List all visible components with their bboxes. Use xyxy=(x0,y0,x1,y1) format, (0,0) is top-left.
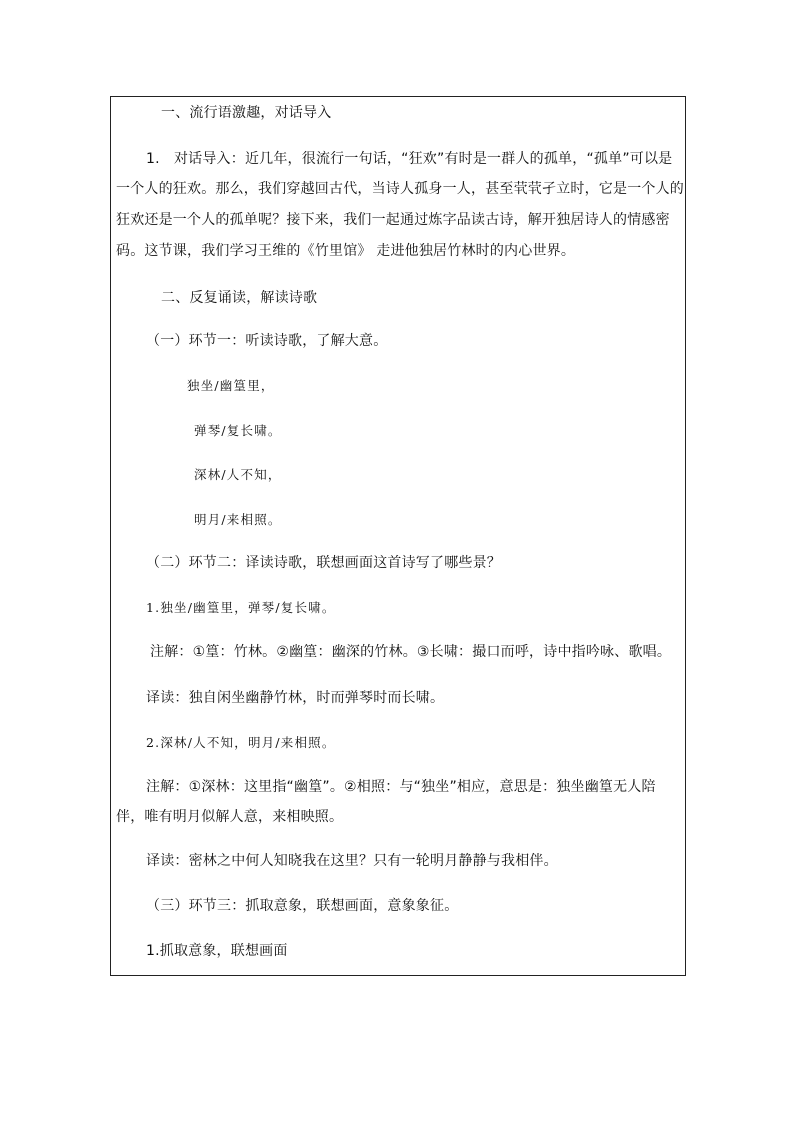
couplet-2: 2.深林/人不知，明月/来相照。 xyxy=(146,735,336,750)
poem-line-1: 独坐/幽篁里， xyxy=(187,378,275,393)
note-1: 注解：①篁：竹林。②幽篁：幽深的竹林。③长啸：撮口而呼，诗中指吟咏、歌唱。 xyxy=(150,644,672,660)
step-2-heading: （二）环节二：译读诗歌，联想画面这首诗写了哪些景？ xyxy=(146,555,501,571)
intro-paragraph-line-4: 码。这节课，我们学习王维的《竹里馆》 走进他独居竹林时的内心世界。 xyxy=(116,243,576,259)
subitem-1: 1.抓取意象，联想画面 xyxy=(146,943,288,959)
note-2-line-2: 伴，唯有明月似解人意，来相映照。 xyxy=(116,809,344,825)
note-2-line-1: 注解：①深林：这里指“幽篁”。②相照：与“独坐”相应，意思是：独坐幽篁无人陪 xyxy=(146,779,656,795)
intro-paragraph-line-3: 狂欢还是一个人的孤单呢？接下来，我们一起通过炼字品读古诗，解开独居诗人的情感密 xyxy=(116,212,670,228)
step-1-heading: （一）环节一：听读诗歌，了解大意。 xyxy=(146,333,388,349)
poem-line-3: 深林/人不知， xyxy=(194,467,282,482)
intro-paragraph-line-1: 1. 对话导入：近几年，很流行一句话，“狂欢”有时是一群人的孤单，“孤单”可以是 xyxy=(146,151,673,167)
translation-1: 译读：独自闲坐幽静竹林，时而弹琴时而长啸。 xyxy=(146,690,445,706)
translation-2: 译读：密林之中何人知晓我在这里？只有一轮明月静静与我相伴。 xyxy=(146,853,558,869)
couplet-1: 1.独坐/幽篁里，弹琴/复长啸。 xyxy=(146,600,336,615)
section-heading-1: 一、流行语激趣，对话导入 xyxy=(161,105,332,121)
intro-paragraph-line-2: 一个人的狂欢。那么，我们穿越回古代，当诗人孤身一人，甚至茕茕孑立时，它是一个人的 xyxy=(116,181,684,197)
step-3-heading: （三）环节三：抓取意象，联想画面，意象象征。 xyxy=(146,898,459,914)
poem-line-4: 明月/来相照。 xyxy=(194,512,282,527)
poem-line-2: 弹琴/复长啸。 xyxy=(194,423,282,438)
section-heading-2: 二、反复诵读，解读诗歌 xyxy=(161,290,318,306)
